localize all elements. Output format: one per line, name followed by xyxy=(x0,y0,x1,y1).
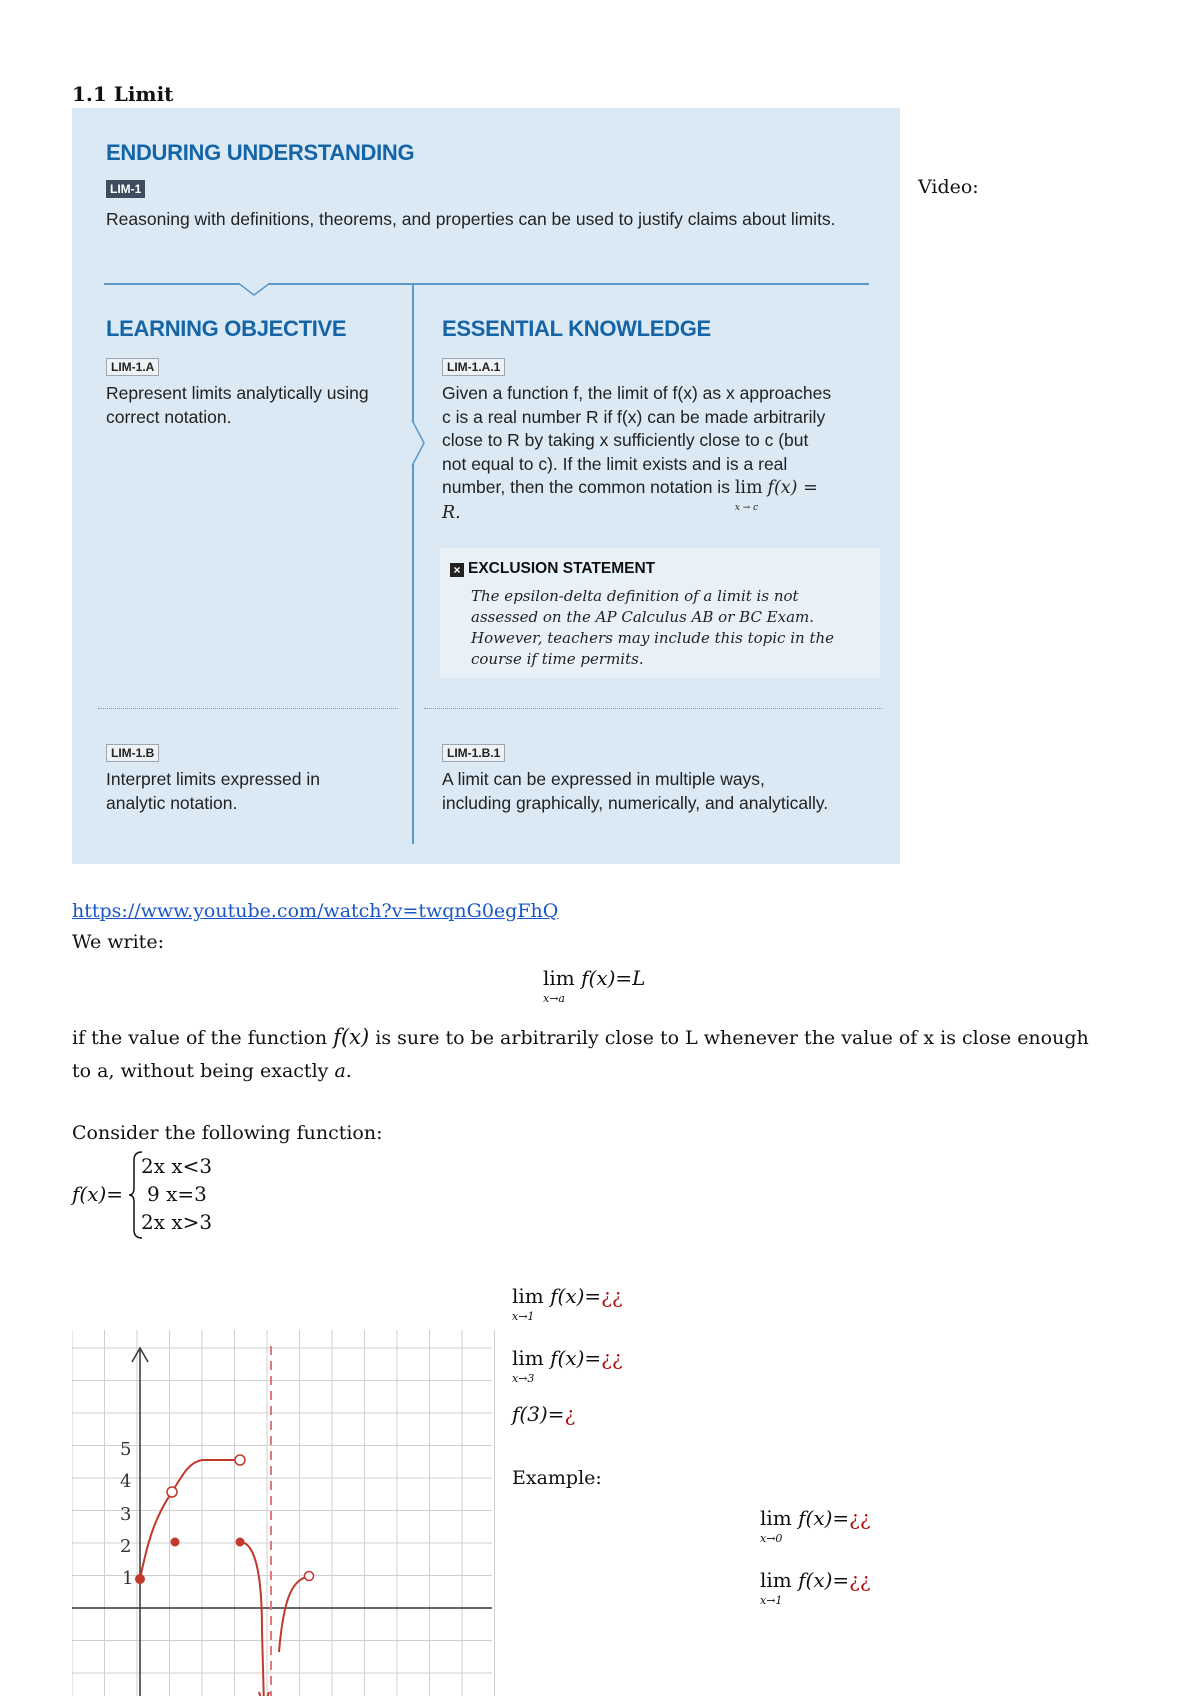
consider-text: Consider the following function: xyxy=(72,1122,383,1144)
enduring-code-badge: LIM-1 xyxy=(106,180,145,198)
open-point-2 xyxy=(235,1455,245,1465)
divider-notch xyxy=(238,280,270,296)
ek-a1-lim: lim x → c xyxy=(735,477,763,501)
ek-a1-code-badge: LIM-1.A.1 xyxy=(442,358,505,376)
ap-framework-box xyxy=(72,108,900,864)
exclusion-heading: × EXCLUSION STATEMENT xyxy=(450,560,655,578)
y-tick-label-5: 5 xyxy=(120,1439,132,1460)
main-limit-sub: x→a xyxy=(543,992,565,1005)
we-write-text: We write: xyxy=(72,931,164,953)
divider-line-right xyxy=(269,283,869,285)
y-tick-label-3: 3 xyxy=(120,1504,132,1525)
limit-x-to-3-answer: ¿¿ xyxy=(601,1346,623,1370)
lo-a-code-badge: LIM-1.A xyxy=(106,358,159,376)
y-tick-label-1: 1 xyxy=(122,1568,134,1589)
enduring-text: Reasoning with definitions, theorems, and properties can be used to justify claims about limits. xyxy=(106,209,836,229)
exclusion-text: The epsilon-delta definition of a limit is not assessed on the AP Calculus AB or BC Exam. However, teachers may include this topic in the course if time permits. xyxy=(471,587,835,668)
dotted-divider-right xyxy=(424,708,882,709)
video-label: Video: xyxy=(918,176,979,198)
limit-x-to-1-answer: ¿¿ xyxy=(601,1284,623,1308)
curve-segment-1 xyxy=(140,1492,172,1579)
piecewise-lhs: f(x)= xyxy=(72,1182,124,1206)
limit-x-to-3: lim x→3 f(x)=¿¿ xyxy=(512,1346,623,1385)
open-point-3 xyxy=(305,1572,314,1581)
function-graph xyxy=(72,1330,502,1696)
column-divider xyxy=(412,284,414,844)
exclusion-statement-box xyxy=(440,548,880,678)
y-tick-label-2: 2 xyxy=(120,1536,132,1557)
exclusion-x-icon: × xyxy=(450,563,464,577)
ek-a1-formula: f(x) = R. xyxy=(442,478,818,523)
dotted-divider-left xyxy=(98,708,398,709)
piecewise-cases xyxy=(141,1152,212,1236)
piecewise-case-3: 2x x>3 xyxy=(141,1210,213,1234)
lo-b-code-badge: LIM-1.B xyxy=(106,744,159,762)
definition-paragraph: if the value of the function f(x) is sure to be arbitrarily close to L whenever the value of x is close enough to a, without being exactly a. xyxy=(72,1025,1089,1082)
lo-a-text: Represent limits analytically using correct notation. xyxy=(106,383,369,427)
closed-point-3 xyxy=(236,1538,245,1547)
graph-grid xyxy=(72,1330,495,1696)
example-limit-x-to-0: lim x→0 f(x)=¿¿ xyxy=(760,1506,871,1545)
example-label: Example: xyxy=(512,1467,602,1489)
f-of-3-answer: ¿ xyxy=(564,1402,576,1426)
ek-a1-body: Given a function f, the limit of f(x) as x approaches c is a real number R if f(x) can be made arbitrarily close to R by taking x sufficiently close to c (but not equal to c). If the limit exists and is a real number, then the common notation is xyxy=(442,383,832,497)
y-tick-label-4: 4 xyxy=(120,1471,132,1492)
piecewise-case-1: 2x x<3 xyxy=(141,1154,213,1178)
essential-knowledge-heading: ESSENTIAL KNOWLEDGE xyxy=(442,316,711,341)
learning-objective-heading: LEARNING OBJECTIVE xyxy=(106,316,347,341)
closed-point-1 xyxy=(135,1574,145,1584)
divider-line-left xyxy=(104,283,239,285)
enduring-understanding-heading: ENDURING UNDERSTANDING xyxy=(106,140,415,165)
open-point-1 xyxy=(167,1487,177,1497)
ek-b1-code-badge: LIM-1.B.1 xyxy=(442,744,505,762)
column-divider-notch xyxy=(411,420,427,466)
ek-b1-text: A limit can be expressed in multiple ways, including graphically, numerically, and analytically. xyxy=(442,769,829,813)
ek-a1-lim-sub: x → c xyxy=(734,503,759,513)
ek-a1-text xyxy=(442,382,832,525)
limit-x-to-1: lim x→1 f(x)=¿¿ xyxy=(512,1284,623,1323)
curve-segment-2 xyxy=(172,1460,240,1492)
closed-point-2 xyxy=(171,1538,180,1547)
lo-b-text: Interpret limits expressed in analytic notation. xyxy=(106,769,320,813)
f-of-3: f(3)=¿ xyxy=(512,1402,576,1426)
main-limit-formula: lim x→a f(x)=L xyxy=(543,966,646,1005)
section-title: 1.1 Limit xyxy=(72,82,174,106)
video-link[interactable]: https://www.youtube.com/watch?v=twqnG0egFhQ xyxy=(72,900,559,922)
example-limit-x-to-1: lim x→1 f(x)=¿¿ xyxy=(760,1568,871,1607)
piecewise-case-2: 9 x=3 xyxy=(147,1182,207,1206)
